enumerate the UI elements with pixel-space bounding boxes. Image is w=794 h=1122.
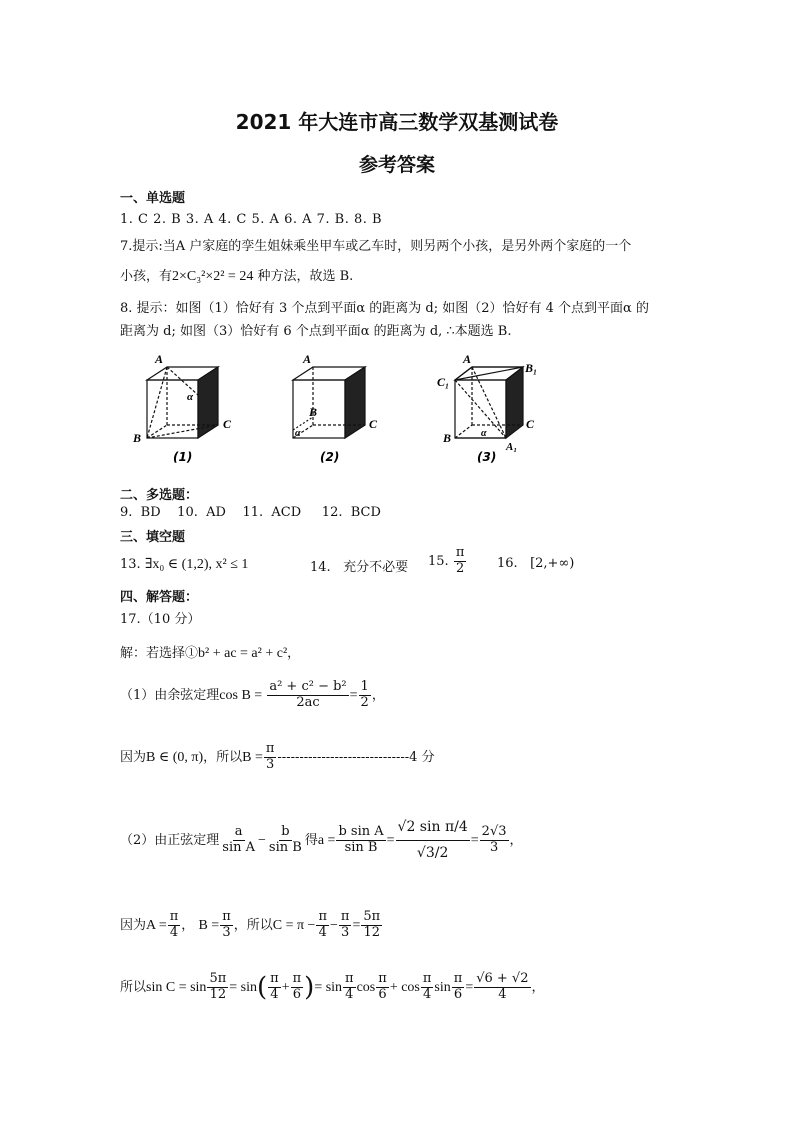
part2-f1-den: sin A xyxy=(222,840,256,856)
part2-f3-den: sin B xyxy=(344,840,378,856)
angle-line xyxy=(120,910,383,941)
part2-prefix: （2）由正弦定理 xyxy=(120,833,220,849)
part2-end: ， xyxy=(509,833,523,849)
line6-f6-num: π xyxy=(422,971,432,986)
line6-f3-num: π xyxy=(292,971,302,986)
part1-r-num: 1 xyxy=(360,679,369,694)
fig3-label-a1: A₁ xyxy=(506,441,518,453)
line6-frac5 xyxy=(376,972,389,1003)
line3-formula: B ∈ (0, π) xyxy=(146,749,204,765)
fig2-label-b: B xyxy=(309,405,318,419)
section-heading-single-choice: 一、单选题 xyxy=(120,191,186,206)
fig1-label-c: C xyxy=(223,417,232,431)
sol-intro-text: 解：若选择① xyxy=(120,646,199,661)
line5-b-num: π xyxy=(222,909,231,924)
line6-prefix: 所以 xyxy=(120,979,147,995)
q13-answer xyxy=(120,556,248,573)
line5-minus: − xyxy=(330,917,338,933)
q8-hint-line2: 距离为 d; 如图（3）恰好有 6 个点到平面α 的距离为 d, ∴本题选 B. xyxy=(120,324,512,339)
fig3-label-c: C xyxy=(526,417,535,431)
line5-a: A = xyxy=(146,917,167,933)
line5-a-frac xyxy=(168,910,181,941)
q7-formula: 2×C₃²×2² = 24 xyxy=(172,269,254,284)
line6-end: ， xyxy=(531,979,545,995)
fig3-label-a: A xyxy=(463,352,472,366)
line3-den: 3 xyxy=(265,756,275,772)
line6-f4-num: π xyxy=(345,971,354,986)
line5-prefix: 因为 xyxy=(120,917,147,933)
line5-r-num: 5π xyxy=(363,909,381,924)
line6-frac1 xyxy=(207,972,228,1003)
line6-rparen: ) xyxy=(304,972,315,1003)
q13-label: 13. xyxy=(120,557,141,572)
q15-den: 2 xyxy=(455,560,465,576)
line5-b: B = xyxy=(198,917,220,933)
line3-mid: ，所以 xyxy=(203,749,243,765)
line5-r-den: 12 xyxy=(363,924,381,940)
part2-frac2 xyxy=(267,825,304,856)
single-choice-answers: 1. C 2. B 3. A 4. C 5. A 6. A 7. B. 8. B xyxy=(120,212,383,227)
section-heading-fill-blank: 三、填空题 xyxy=(120,530,186,545)
fig2-label-c: C xyxy=(369,417,378,431)
fig1-caption: (1) xyxy=(173,450,193,464)
line6-frac3 xyxy=(291,972,304,1003)
line6-f3-den: 6 xyxy=(292,986,302,1002)
line6-result xyxy=(474,972,530,1003)
fig2-caption: (2) xyxy=(320,450,340,464)
q15-fraction xyxy=(454,546,467,577)
line6-f1-den: 12 xyxy=(209,986,227,1002)
line3-num: π xyxy=(265,741,275,756)
line6-frac2 xyxy=(268,972,281,1003)
part1-fraction xyxy=(267,680,348,711)
q16-answer: 16. [2,+∞) xyxy=(497,556,575,571)
page-subtitle: 参考答案 xyxy=(358,154,435,176)
line5-b-frac xyxy=(220,910,233,941)
line6-f7-den: 6 xyxy=(453,986,463,1002)
line3-fraction xyxy=(264,742,277,773)
q7-hint-suffix: 种方法，故选 B. xyxy=(253,269,354,284)
line6-eq3: = xyxy=(465,979,474,995)
line6-plus-cos: + cos xyxy=(389,979,420,995)
line5-result xyxy=(361,910,382,941)
fig3-label-c1: C₁ xyxy=(437,375,450,389)
sin-c-line xyxy=(120,972,545,1003)
line5-mid: ，所以 xyxy=(233,917,273,933)
line5-c-frac2 xyxy=(339,910,352,941)
line6-cos: cos xyxy=(356,979,376,995)
part2-frac4 xyxy=(396,815,470,866)
part2-eq2: = xyxy=(470,833,479,849)
part2-f1-num: a xyxy=(234,824,243,840)
part1-den: 2ac xyxy=(296,694,320,710)
fig3-label-alpha: α xyxy=(481,428,487,439)
line6-frac4 xyxy=(343,972,356,1003)
sol-intro-formula: b² + ac = a² + c² xyxy=(198,646,288,661)
fig1-label-a: A xyxy=(155,352,164,366)
line6-frac7 xyxy=(452,972,465,1003)
line5-b-den: 3 xyxy=(222,924,231,940)
figure-3-cube xyxy=(455,367,523,438)
q15-answer xyxy=(428,546,467,577)
figure-2-cube xyxy=(293,367,365,438)
part2-frac1 xyxy=(220,825,257,856)
line-b-value xyxy=(120,742,435,773)
part1-eq: = xyxy=(349,687,358,703)
part2-f2-den: sin B xyxy=(268,840,302,856)
line5-c2-num: π xyxy=(340,909,350,924)
q7-hint-line2 xyxy=(120,265,353,285)
line6-r-num: √6 + √2 xyxy=(476,971,529,986)
line6-eq1: = sin xyxy=(229,979,257,995)
line6-f4-den: 4 xyxy=(345,986,354,1002)
figure-1-cube xyxy=(147,367,218,438)
fig3-label-b1: B₁ xyxy=(525,361,538,375)
line6-frac6 xyxy=(421,972,434,1003)
line5-c2-den: 3 xyxy=(341,924,350,940)
fig2-label-a: A xyxy=(303,352,312,366)
line3-prefix: 因为 xyxy=(120,749,147,765)
q17-header: 17.（10 分） xyxy=(120,612,201,627)
q8-hint-line1: 8. 提示：如图（1）恰好有 3 个点到平面α 的距离为 d; 如图（2）恰好有 4 个点到平面α 的 xyxy=(120,301,649,316)
part2-minus: − xyxy=(258,833,266,849)
line6-eq2: = sin xyxy=(314,979,343,995)
section-heading-multi-choice: 二、多选题： xyxy=(120,488,199,503)
line6-f5-den: 6 xyxy=(378,986,387,1002)
line5-sep: ， xyxy=(181,917,195,933)
line6-f5-num: π xyxy=(378,971,387,986)
part2-lhs: a = xyxy=(317,833,336,849)
q7-hint-line1: 7.提示:当A 户家庭的孪生姐妹乘坐甲车或乙车时，则另两个小孩，是另外两个家庭的一个 xyxy=(120,239,632,254)
line6-lparen: ( xyxy=(257,972,268,1003)
line6-lhs: sin C = sin xyxy=(146,979,207,995)
line5-eq: = xyxy=(352,917,361,933)
solution-intro xyxy=(120,642,300,662)
q15-num: π xyxy=(455,545,465,560)
fig3-caption: (3) xyxy=(477,450,497,464)
line6-r-den: 4 xyxy=(498,986,507,1002)
line6-f2-num: π xyxy=(270,971,279,986)
q15-label: 15. xyxy=(428,553,449,569)
part2-line xyxy=(120,815,523,866)
part2-frac3 xyxy=(336,825,385,856)
line6-sin: sin xyxy=(434,979,451,995)
part1-prefix: （1）由余弦定理 xyxy=(120,687,220,703)
q7-hint-prefix: 小孩，有 xyxy=(120,269,173,284)
q14-answer: 14. 充分不必要 xyxy=(310,560,409,575)
part2-f2-num: b xyxy=(281,824,290,840)
part1-result xyxy=(359,680,371,711)
line6-plus: + xyxy=(281,979,290,995)
line5-c1-num: π xyxy=(318,909,327,924)
part2-de: 得 xyxy=(304,833,318,849)
section-heading-solutions: 四、解答题： xyxy=(120,590,199,605)
line3-lhs: B = xyxy=(242,749,263,765)
part2-f4-num: √2 sin π/4 xyxy=(396,815,470,841)
sol-intro-end: ， xyxy=(287,646,301,661)
fig2-label-alpha: α xyxy=(295,428,301,439)
line5-c-frac1 xyxy=(316,910,329,941)
part2-eq1: = xyxy=(386,833,395,849)
line6-f1-num: 5π xyxy=(209,971,227,986)
cube-figures xyxy=(125,350,545,468)
line6-f6-den: 4 xyxy=(423,986,432,1002)
part1-end: ， xyxy=(371,687,385,703)
page-title: 2021 年大连市高三数学双基测试卷 xyxy=(235,110,559,134)
part1-line xyxy=(120,680,385,711)
line5-a-num: π xyxy=(169,909,179,924)
line5-c1-den: 4 xyxy=(318,924,327,940)
fig1-label-alpha: α xyxy=(187,391,194,403)
line6-f2-den: 4 xyxy=(270,986,279,1002)
line5-c: C = π − xyxy=(272,917,316,933)
part1-lhs: cos B = xyxy=(219,687,263,703)
part1-num: a² + c² − b² xyxy=(269,679,347,694)
fig3-label-b: B xyxy=(443,431,452,445)
line3-score: ------------------------------4 分 xyxy=(277,749,435,765)
fig1-label-b: B xyxy=(133,431,142,445)
line6-f7-num: π xyxy=(453,971,463,986)
part2-f5-num: 2√3 xyxy=(481,824,507,840)
line5-a-den: 4 xyxy=(169,924,179,940)
part2-f4-den: √3/2 xyxy=(416,845,449,862)
part2-f3-num: b sin A xyxy=(338,824,384,840)
q13-formula: ∃x₀ ∈ (1,2), x² ≤ 1 xyxy=(144,557,249,572)
part2-frac5 xyxy=(480,825,509,856)
multi-choice-answers: 9. BD 10. AD 11. ACD 12. BCD xyxy=(120,505,381,520)
part1-r-den: 2 xyxy=(360,694,369,710)
part2-f5-den: 3 xyxy=(489,840,499,856)
